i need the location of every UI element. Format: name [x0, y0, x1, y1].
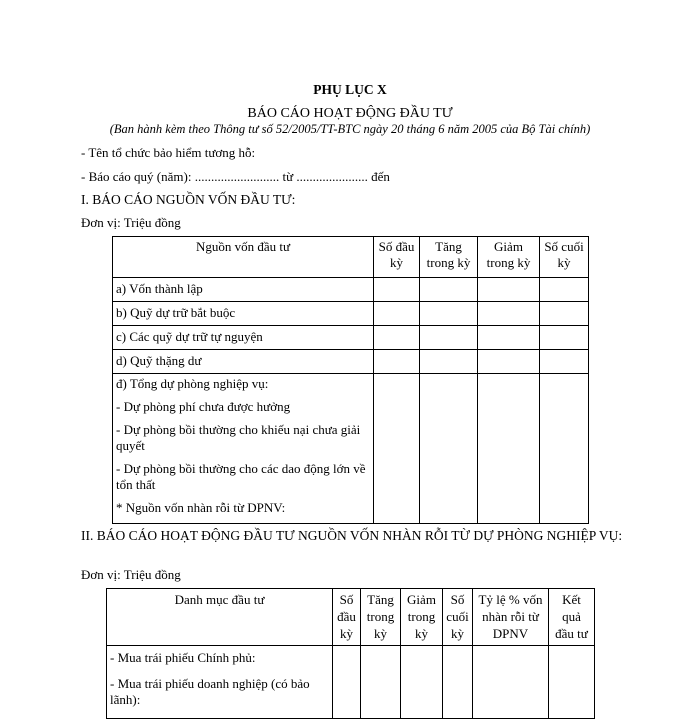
table-cell	[443, 646, 473, 719]
investment-capital-table	[112, 236, 589, 524]
table-cell	[478, 350, 540, 374]
table-row	[113, 302, 589, 326]
table-cell	[374, 302, 420, 326]
column-header: Số cuối kỳ	[443, 589, 473, 646]
column-header: Giảm trong kỳ	[401, 589, 443, 646]
list-item: - Mua trái phiếu Chính phủ:	[110, 650, 256, 665]
column-header: Số đầu kỳ	[333, 589, 361, 646]
table-row	[107, 646, 595, 719]
row-label: d) Quỹ thặng dư	[113, 350, 374, 374]
row-label: c) Các quỹ dự trữ tự nguyện	[113, 326, 374, 350]
table-cell	[549, 646, 595, 719]
section1-unit: Đơn vị: Triệu đồng	[81, 215, 181, 230]
table-row	[113, 374, 589, 524]
section2-unit: Đơn vị: Triệu đồng	[81, 567, 181, 582]
table-row	[113, 326, 589, 350]
table-cell	[374, 278, 420, 302]
table-header-row	[107, 589, 595, 646]
table-cell	[420, 278, 478, 302]
table-header-row	[113, 237, 589, 278]
group-item: - Dự phòng phí chưa được hưởng	[116, 399, 291, 414]
table-cell	[540, 374, 589, 524]
decree-reference: (Ban hành kèm theo Thông tư số 52/2005/TT-BTC ngày 20 tháng 6 năm 2005 của Bộ Tài chính)	[109, 122, 591, 136]
section1-heading: I. BÁO CÁO NGUỒN VỐN ĐẦU TƯ:	[81, 192, 296, 207]
column-header: Tăng trong kỳ	[420, 237, 478, 278]
column-header: Tăng trong kỳ	[361, 589, 401, 646]
table-cell	[420, 350, 478, 374]
row-label-group	[107, 646, 333, 719]
table-cell	[473, 646, 549, 719]
group-item: - Dự phòng bồi thường cho các dao động lớn về tổn thất	[116, 461, 366, 492]
column-header: Kết quả đầu tư	[549, 589, 595, 646]
group-item: - Dự phòng bồi thường cho khiếu nại chưa giải quyết	[116, 422, 361, 453]
table-cell	[540, 278, 589, 302]
table-cell	[420, 326, 478, 350]
column-header: Giảm trong kỳ	[478, 237, 540, 278]
table-row	[113, 350, 589, 374]
table-cell	[401, 646, 443, 719]
column-header: Nguồn vốn đầu tư	[113, 237, 374, 278]
table-cell	[333, 646, 361, 719]
table-cell	[374, 374, 420, 524]
group-title: đ) Tổng dự phòng nghiệp vụ:	[116, 376, 269, 391]
table-cell	[478, 374, 540, 524]
row-label: b) Quỹ dự trữ bắt buộc	[113, 302, 374, 326]
list-item: - Mua trái phiếu doanh nghiệp (có bảo lãnh):	[110, 676, 310, 707]
table-cell	[540, 302, 589, 326]
investment-activity-table	[106, 588, 595, 719]
organization-name-line: - Tên tổ chức bảo hiểm tương hỗ:	[81, 145, 256, 160]
column-header: Số cuối kỳ	[540, 237, 589, 278]
row-label: a) Vốn thành lập	[113, 278, 374, 302]
column-header: Danh mục đầu tư	[107, 589, 333, 646]
table-cell	[420, 374, 478, 524]
table-cell	[361, 646, 401, 719]
table-cell	[420, 302, 478, 326]
table-cell	[540, 326, 589, 350]
row-label-group	[113, 374, 374, 524]
report-period-line: - Báo cáo quý (năm): .......................... từ ...................... đến	[81, 169, 390, 184]
table-cell	[478, 326, 540, 350]
table-cell	[478, 278, 540, 302]
section2-heading: II. BÁO CÁO HOẠT ĐỘNG ĐẦU TƯ NGUỒN VỐN NHÀN RỖI TỪ DỰ PHÒNG NGHIỆP VỤ:	[81, 528, 623, 543]
table-cell	[374, 326, 420, 350]
report-title: BÁO CÁO HOẠT ĐỘNG ĐẦU TƯ	[247, 106, 453, 121]
table-cell	[540, 350, 589, 374]
table-cell	[478, 302, 540, 326]
column-header: Số đầu kỳ	[374, 237, 420, 278]
table-row	[113, 278, 589, 302]
column-header: Tỷ lệ % vốn nhàn rỗi từ DPNV	[473, 589, 549, 646]
table-cell	[374, 350, 420, 374]
appendix-title: PHỤ LỤC X	[313, 82, 387, 97]
group-item: * Nguồn vốn nhàn rỗi từ DPNV:	[116, 500, 286, 515]
